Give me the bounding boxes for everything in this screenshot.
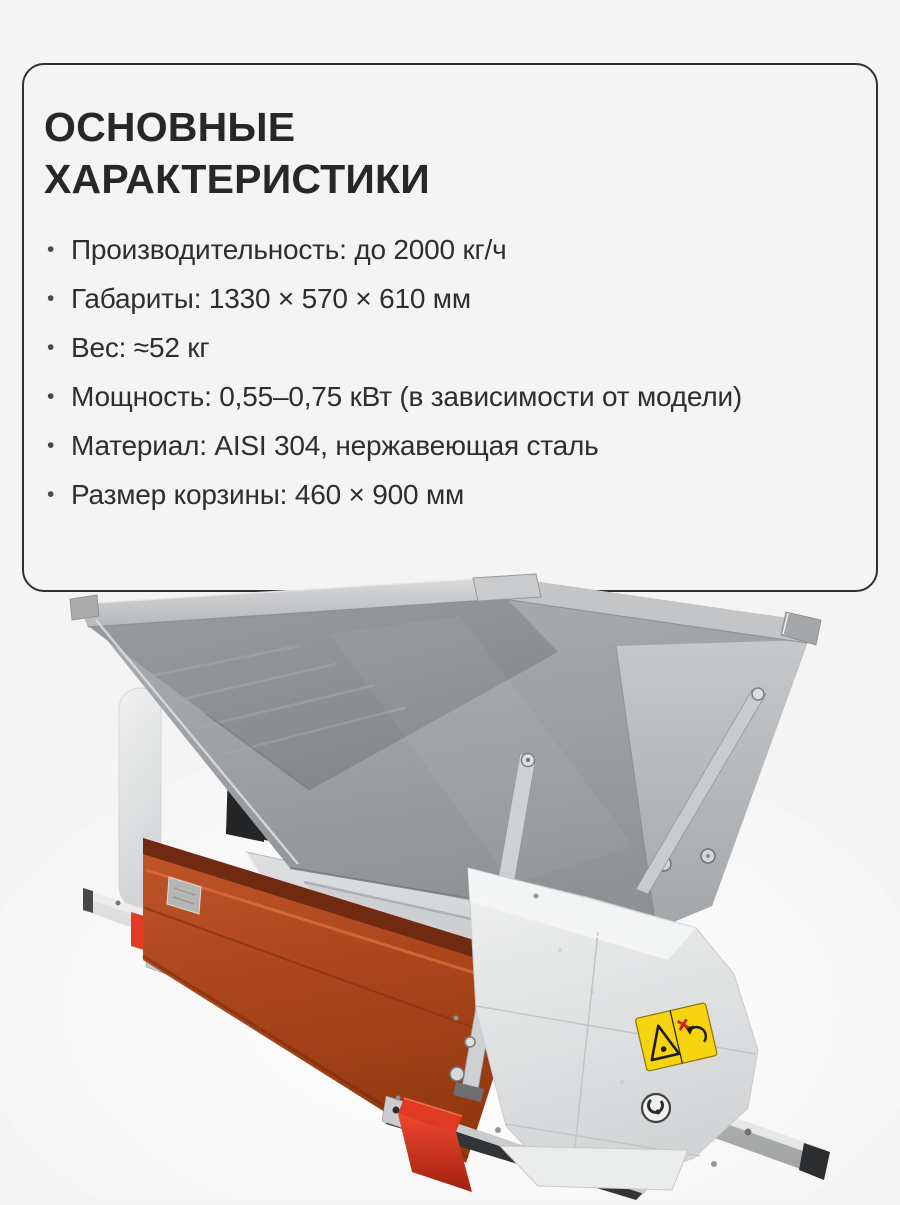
spec-list (44, 225, 856, 519)
product-photo (0, 560, 900, 1200)
bullet-icon: • (47, 336, 55, 359)
spec-item-capacity (44, 225, 856, 274)
bullet-icon: • (47, 385, 55, 408)
specs-card (22, 63, 878, 592)
spec-text: Мощность: 0,55–0,75 кВт (в зависимости от модели) (71, 381, 743, 412)
spec-item-basket-size (44, 470, 856, 519)
brand-emblem (642, 1094, 670, 1122)
bullet-icon: • (47, 434, 55, 457)
rim-clip (473, 574, 541, 601)
page-title (44, 101, 856, 205)
product-photo-illustration (0, 560, 900, 1200)
rim-left-tab (70, 595, 99, 620)
page-title-line1: ОСНОВНЫЕ (44, 104, 296, 150)
spec-text: Габариты: 1330 × 570 × 610 мм (71, 283, 471, 314)
spec-item-material (44, 421, 856, 470)
spec-text: Размер корзины: 460 × 900 мм (71, 479, 465, 510)
spec-item-dimensions (44, 274, 856, 323)
spec-text: Материал: AISI 304, нержавеющая сталь (71, 430, 599, 461)
bullet-icon: • (47, 287, 55, 310)
spec-text: Производительность: до 2000 кг/ч (71, 234, 507, 265)
bullet-icon: • (47, 483, 55, 506)
spec-item-power (44, 372, 856, 421)
spec-item-weight (44, 323, 856, 372)
page-title-line2: ХАРАКТЕРИСТИКИ (44, 156, 430, 202)
bullet-icon: • (47, 238, 55, 261)
spec-text: Вес: ≈52 кг (71, 332, 210, 363)
